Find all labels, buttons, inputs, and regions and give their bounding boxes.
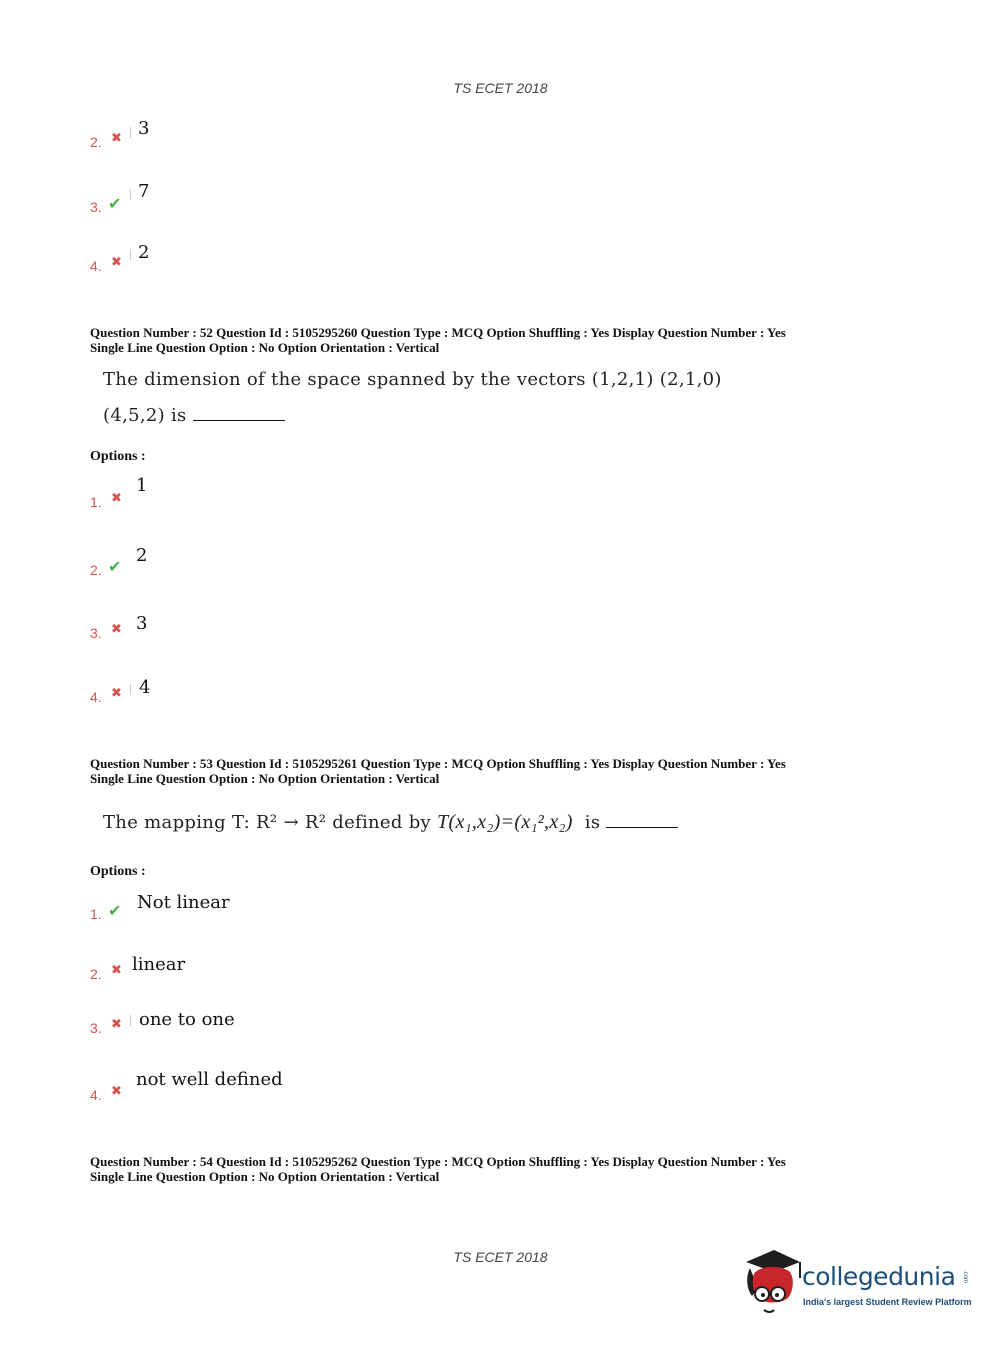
wrong-mark-icon: ✖ [111, 686, 122, 701]
option-value: 2 [138, 242, 150, 263]
question-text [103, 811, 678, 834]
question-text-line1: The dimension of the space spanned by the vectors (1,2,1) (2,1,0) [103, 369, 722, 390]
wrong-mark-icon: ✖ [111, 622, 122, 637]
answer-blank [193, 420, 285, 421]
brand-dotcom: .com [962, 1270, 968, 1284]
option-value: 3 [136, 613, 148, 634]
question-meta-line2: Single Line Question Option : No Option Orientation : Vertical [90, 340, 440, 355]
question-meta-line1: Question Number : 52 Question Id : 5105295260 Question Type : MCQ Option Shuffling : Yes Display Question Number : Yes [90, 325, 786, 340]
math-expression: T(x₁,x₂)=(x₁²,x₂) [437, 811, 573, 833]
option-bar [130, 1015, 131, 1026]
option-value: 4 [139, 677, 151, 698]
option-number: 1. [90, 906, 102, 922]
question-text: (4,5,2) is [103, 405, 187, 426]
correct-check-icon: ✔ [108, 557, 122, 576]
option-number: 2. [90, 562, 102, 578]
question-meta-line1: Question Number : 54 Question Id : 5105295262 Question Type : MCQ Option Shuffling : Yes Display Question Number : Yes [90, 1154, 786, 1169]
option-bar [130, 189, 131, 200]
question-text-line2 [103, 405, 285, 426]
options-label: Options : [90, 449, 146, 464]
option-number: 4. [90, 689, 102, 705]
option-value: 2 [136, 545, 148, 566]
option-value: 7 [138, 181, 150, 202]
option-number: 3. [90, 199, 102, 215]
wrong-mark-icon: ✖ [111, 255, 122, 270]
wrong-mark-icon: ✖ [111, 963, 122, 978]
option-value: one to one [139, 1009, 235, 1030]
question-meta-line2: Single Line Question Option : No Option Orientation : Vertical [90, 771, 440, 786]
page-footer: TS ECET 2018 [453, 1249, 548, 1265]
brand-name: collegedunia [802, 1262, 956, 1291]
option-bar [130, 684, 131, 695]
option-value: 3 [138, 118, 150, 139]
option-bar [130, 127, 131, 138]
option-number: 4. [90, 258, 102, 274]
mascot-icon [740, 1248, 804, 1318]
option-value: 1 [136, 475, 148, 496]
option-number: 3. [90, 1020, 102, 1036]
question-meta-line1: Question Number : 53 Question Id : 5105295261 Question Type : MCQ Option Shuffling : Yes Display Question Number : Yes [90, 756, 786, 771]
wrong-mark-icon: ✖ [111, 1017, 122, 1032]
page-header: TS ECET 2018 [453, 80, 548, 96]
answer-blank [606, 827, 678, 828]
options-label: Options : [90, 864, 146, 879]
wrong-mark-icon: ✖ [111, 491, 122, 506]
wrong-mark-icon: ✖ [111, 131, 122, 146]
question-text-suffix: is [584, 812, 601, 833]
option-number: 1. [90, 494, 102, 510]
option-value: not well defined [136, 1069, 283, 1090]
brand-tagline: India's largest Student Review Platform [803, 1297, 972, 1307]
correct-check-icon: ✔ [108, 901, 122, 920]
option-number: 3. [90, 625, 102, 641]
collegedunia-logo [740, 1248, 980, 1318]
wrong-mark-icon: ✖ [111, 1084, 122, 1099]
option-number: 2. [90, 966, 102, 982]
correct-check-icon: ✔ [108, 194, 122, 213]
question-meta-line2: Single Line Question Option : No Option Orientation : Vertical [90, 1169, 440, 1184]
option-value: Not linear [137, 892, 230, 913]
option-number: 4. [90, 1087, 102, 1103]
question-text-prefix: The mapping T: R² → R² defined by [103, 812, 432, 833]
option-number: 2. [90, 134, 102, 150]
option-value: linear [132, 954, 186, 975]
option-bar [130, 249, 131, 260]
